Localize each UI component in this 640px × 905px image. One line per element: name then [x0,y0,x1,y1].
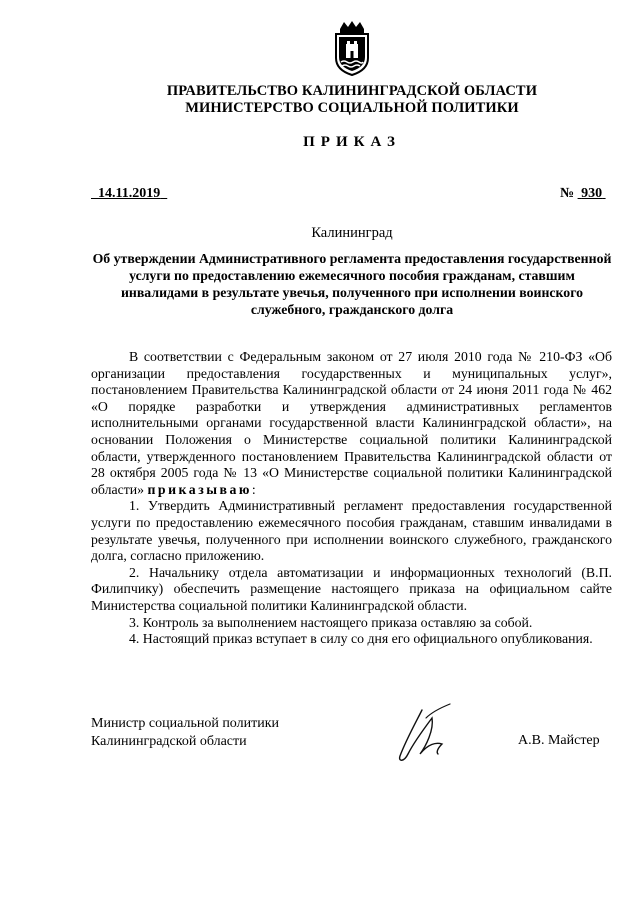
signatory-name: А.В. Майстер [518,733,600,748]
order-word: приказываю [147,481,252,497]
paragraph-3: 3. Контроль за выполнением настоящего приказа оставляю за собой. [129,614,533,630]
position-line-2: Калининградской области [91,734,247,749]
document-number [560,186,606,202]
document-type: ПРИКАЗ [303,134,401,150]
date-value: 14.11.2019 [98,186,161,201]
preamble-paragraph: В соответствии с Федеральным законом от 27 июля 2010 года № 210-ФЗ «Об организации предоставления государственных и муниципальных услуг», постановлением Правительства Калининградской области от 24 июня 2011 года № 462 «О порядке разработки и утверждения административных регламентов исполнительными органами государственной власти Калининградской области», на основании Положения о Министерстве социальной политики Калининградской области, утвержденного постановлением Правительства Калининградской области от 28 октября 2005 года № 13 «О Министерстве социальной политики Калининградской области» приказываю: [91,349,612,497]
preamble-text: В соответствии с Федеральным законом от 27 июля 2010 года № 210-ФЗ «Об организации предоставления государственных и муниципальных услуг», постановлением Правительства Калининградской области от 24 июня 2011 года № 462 «О порядке разработки и утверждения административных регламентов исполнительными органами государственной власти Калининградской области», на основании Положения о Министерстве социальной политики Калининградской области, утвержденного постановлением Правительства Калининградской области от 28 октября 2005 года № 13 «О Министерстве социальной политики Калининградской области» [91,349,612,497]
document-subject: Об утверждении Административного регламента предоставления государственной услуги по предоставлению ежемесячного пособия гражданам, ставшим инвалидами в результате увечья, полученного при исполнении воинского служебного, гражданского долга [92,251,612,317]
org-line-1: ПРАВИТЕЛЬСТВО КАЛИНИНГРАДСКОЙ ОБЛАСТИ [166,83,538,99]
kaliningrad-coat-of-arms-icon [330,20,374,76]
city: Калининград [311,225,393,241]
number-value: 930 [581,186,603,201]
paragraph-1: 1. Утвердить Административный регламент предоставления государственной услуги по предоставлению ежемесячного пособия гражданам, ставшим инвалидами в результате увечья, полученного при исполнении воинского служебного, гражданского долга, согласно приложению. [91,498,612,564]
handwritten-signature [392,700,462,770]
org-line-2: МИНИСТЕРСТВО СОЦИАЛЬНОЙ ПОЛИТИКИ [185,100,519,116]
number-label: № [560,186,575,201]
document-body [91,349,612,648]
signatory-position [91,715,279,751]
document-date [91,186,167,202]
organization-name [0,83,640,117]
paragraph-4: 4. Настоящий приказ вступает в силу со дня его официального опубликования. [129,631,593,647]
position-line-1: Министр социальной политики [91,716,280,731]
paragraph-2: 2. Начальнику отдела автоматизации и информационных технологий (В.П. Филипчику) обеспечить размещение настоящего приказа на официальном сайте Министерства социальной политики Калининградской области. [91,564,612,613]
